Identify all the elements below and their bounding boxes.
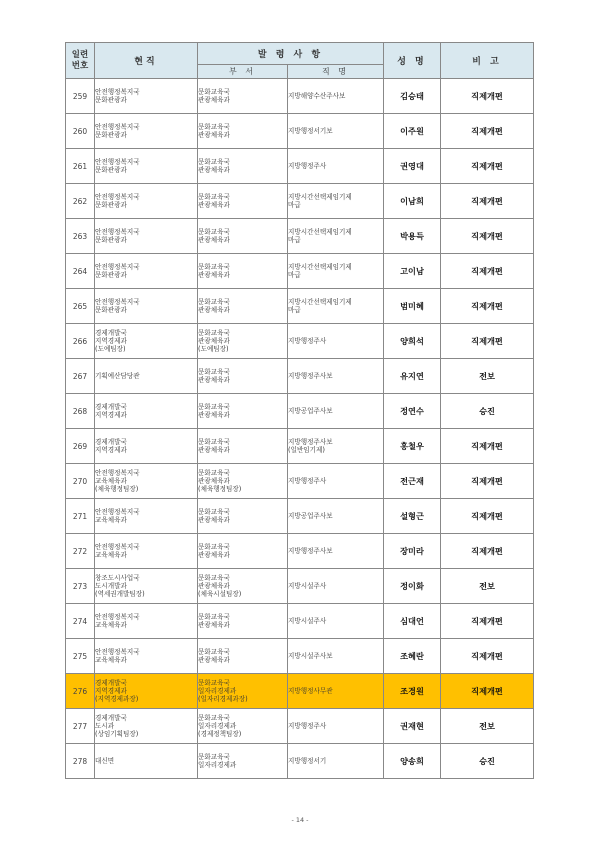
- rank-cell: [288, 219, 384, 254]
- current-post-cell-line: 도시과: [95, 722, 115, 730]
- dept-cell-line: 관광체육과: [198, 236, 230, 244]
- rank-cell: [288, 324, 384, 359]
- remark: 직제개편: [441, 114, 534, 149]
- person-name: 양송희: [384, 744, 441, 779]
- serial-number: 270: [66, 464, 95, 499]
- rank-cell-line: 마급: [288, 201, 301, 209]
- dept-cell-line: 문화교육국: [198, 679, 230, 687]
- current-post-cell-line: 문화관광과: [95, 96, 127, 104]
- current-post-cell: [95, 464, 198, 499]
- rank-cell: [288, 429, 384, 464]
- table-row: [66, 394, 534, 429]
- serial-number: 272: [66, 534, 95, 569]
- rank-cell-line: 마급: [288, 306, 301, 314]
- rank-cell-line: 지방시설주사: [288, 582, 327, 590]
- person-name: 권영대: [384, 149, 441, 184]
- header-current-post: 현직: [95, 43, 198, 79]
- current-post-cell: [95, 324, 198, 359]
- current-post-cell: [95, 114, 198, 149]
- dept-cell-line: 일자리경제과: [198, 722, 237, 730]
- rank-cell-line: (일반임기제): [288, 446, 325, 454]
- current-post-cell-line: 교육체육과: [95, 551, 127, 559]
- dept-cell: [198, 79, 288, 114]
- current-post-cell-line: 안전행정복지국: [95, 193, 140, 201]
- rank-cell-line: 지방행정서기보: [288, 127, 333, 135]
- person-name: 권재현: [384, 709, 441, 744]
- current-post-cell: [95, 219, 198, 254]
- current-post-cell-line: 지역경제과: [95, 446, 127, 454]
- dept-cell-line: 관광체육과: [198, 411, 230, 419]
- dept-cell-line: 문화교육국: [198, 543, 230, 551]
- current-post-cell: [95, 569, 198, 604]
- current-post-cell-line: 안전행정복지국: [95, 123, 140, 131]
- dept-cell: [198, 254, 288, 289]
- current-post-cell: [95, 254, 198, 289]
- dept-cell: [198, 219, 288, 254]
- dept-cell: [198, 149, 288, 184]
- current-post-cell-line: 안전행정복지국: [95, 158, 140, 166]
- dept-cell-line: 관광체육과: [198, 621, 230, 629]
- rank-cell: [288, 499, 384, 534]
- current-post-cell-line: 경제개발국: [95, 714, 127, 722]
- rank-cell: [288, 254, 384, 289]
- remark: 직제개편: [441, 429, 534, 464]
- current-post-cell-line: 문화관광과: [95, 201, 127, 209]
- dept-cell-line: 문화교육국: [198, 123, 230, 131]
- serial-number: 266: [66, 324, 95, 359]
- current-post-cell-line: 안전행정복지국: [95, 263, 140, 271]
- serial-number: 262: [66, 184, 95, 219]
- rank-cell-line: 마급: [288, 236, 301, 244]
- header-remarks: 비 고: [441, 43, 534, 79]
- rank-cell: [288, 184, 384, 219]
- current-post-cell-line: 안전행정복지국: [95, 298, 140, 306]
- dept-cell-line: 문화교육국: [198, 368, 230, 376]
- serial-number: 263: [66, 219, 95, 254]
- rank-cell: [288, 79, 384, 114]
- current-post-cell-line: 경제개발국: [95, 403, 127, 411]
- table-row: [66, 464, 534, 499]
- table-row: [66, 674, 534, 709]
- table-row: [66, 289, 534, 324]
- table-row: [66, 149, 534, 184]
- dept-cell-line: 관광체육과: [198, 306, 230, 314]
- current-post-cell-line: 경제개발국: [95, 679, 127, 687]
- current-post-cell-line: (상임기획팀장): [95, 730, 139, 738]
- table-row: [66, 359, 534, 394]
- dept-cell: [198, 184, 288, 219]
- rank-cell: [288, 569, 384, 604]
- header-appointment: 발 령 사 항: [198, 43, 384, 65]
- remark: 직제개편: [441, 674, 534, 709]
- current-post-cell: [95, 359, 198, 394]
- remark: 직제개편: [441, 499, 534, 534]
- dept-cell: [198, 359, 288, 394]
- serial-number: 269: [66, 429, 95, 464]
- dept-cell-line: (체육행정팀장): [198, 485, 242, 493]
- rank-cell: [288, 534, 384, 569]
- current-post-cell-line: 문화관광과: [95, 131, 127, 139]
- rank-cell-line: 지방시설주사: [288, 617, 327, 625]
- serial-number: 278: [66, 744, 95, 779]
- rank-cell-line: 지방행정주사: [288, 162, 327, 170]
- current-post-cell-line: 지역경제과: [95, 337, 127, 345]
- remark: 직제개편: [441, 254, 534, 289]
- dept-cell: [198, 499, 288, 534]
- dept-cell-line: 문화교육국: [198, 574, 230, 582]
- rank-cell-line: 지방공업주사보: [288, 407, 333, 415]
- dept-cell-line: 관광체육과: [198, 477, 230, 485]
- person-name: 홍철우: [384, 429, 441, 464]
- dept-cell-line: 문화교육국: [198, 193, 230, 201]
- rank-cell-line: 마급: [288, 271, 301, 279]
- appointment-table: [65, 42, 534, 779]
- remark: 직제개편: [441, 324, 534, 359]
- remark: 직제개편: [441, 219, 534, 254]
- current-post-cell-line: 안전행정복지국: [95, 228, 140, 236]
- remark: 직제개편: [441, 534, 534, 569]
- dept-cell-line: 일자리경제과: [198, 761, 237, 769]
- current-post-cell: [95, 674, 198, 709]
- remark: 승진: [441, 394, 534, 429]
- rank-cell-line: 지방시간선택제임기제: [288, 263, 352, 271]
- dept-cell: [198, 114, 288, 149]
- header-rank: 직 명: [288, 65, 384, 79]
- remark: 직제개편: [441, 149, 534, 184]
- serial-number: 265: [66, 289, 95, 324]
- current-post-cell: [95, 149, 198, 184]
- rank-cell-line: 지방행정주사: [288, 722, 327, 730]
- table-row: [66, 79, 534, 114]
- dept-cell-line: 관광체육과: [198, 656, 230, 664]
- current-post-cell-line: 안전행정복지국: [95, 543, 140, 551]
- current-post-cell: [95, 604, 198, 639]
- current-post-cell-line: 안전행정복지국: [95, 648, 140, 656]
- rank-cell: [288, 674, 384, 709]
- current-post-cell-line: 기획예산담당관: [95, 372, 140, 380]
- rank-cell: [288, 639, 384, 674]
- serial-number: 264: [66, 254, 95, 289]
- rank-cell-line: 지방시설주사보: [288, 652, 333, 660]
- current-post-cell-line: 교육체육과: [95, 516, 127, 524]
- rank-cell: [288, 359, 384, 394]
- rank-cell: [288, 289, 384, 324]
- dept-cell-line: 관광체육과: [198, 551, 230, 559]
- dept-cell-line: 문화교육국: [198, 508, 230, 516]
- rank-cell-line: 지방시간선택제임기제: [288, 228, 352, 236]
- remark: 승진: [441, 744, 534, 779]
- table-row: [66, 639, 534, 674]
- current-post-cell-line: 대신면: [95, 757, 115, 765]
- serial-number: 277: [66, 709, 95, 744]
- dept-cell-line: (체육시설팀장): [198, 590, 242, 598]
- dept-cell-line: (일자리경제과장): [198, 695, 248, 703]
- rank-cell: [288, 394, 384, 429]
- remark: 전보: [441, 359, 534, 394]
- table-row: [66, 534, 534, 569]
- current-post-cell: [95, 499, 198, 534]
- dept-cell: [198, 289, 288, 324]
- dept-cell-line: (도예팀장): [198, 345, 229, 353]
- person-name: 조혜란: [384, 639, 441, 674]
- current-post-cell-line: 경제개발국: [95, 438, 127, 446]
- rank-cell-line: 지방시간선택제임기제: [288, 193, 352, 201]
- header-dept: 부 서: [198, 65, 288, 79]
- dept-cell: [198, 604, 288, 639]
- current-post-cell: [95, 289, 198, 324]
- person-name: 김승태: [384, 79, 441, 114]
- serial-number: 267: [66, 359, 95, 394]
- rank-cell-line: 지방공업주사보: [288, 512, 333, 520]
- serial-number: 271: [66, 499, 95, 534]
- dept-cell-line: 문화교육국: [198, 648, 230, 656]
- person-name: 전근재: [384, 464, 441, 499]
- person-name: 정연수: [384, 394, 441, 429]
- header-name: 성 명: [384, 43, 441, 79]
- current-post-cell-line: 경제개발국: [95, 329, 127, 337]
- serial-number: 260: [66, 114, 95, 149]
- dept-cell: [198, 639, 288, 674]
- dept-cell-line: 관광체육과: [198, 271, 230, 279]
- dept-cell-line: 문화교육국: [198, 263, 230, 271]
- current-post-cell-line: (지역경제과장): [95, 695, 139, 703]
- rank-cell: [288, 464, 384, 499]
- rank-cell: [288, 744, 384, 779]
- rank-cell-line: 지방행정주사: [288, 337, 327, 345]
- dept-cell-line: 문화교육국: [198, 298, 230, 306]
- dept-cell-line: 관광체육과: [198, 201, 230, 209]
- person-name: 정이화: [384, 569, 441, 604]
- current-post-cell-line: 창조도시사업국: [95, 574, 140, 582]
- person-name: 범미혜: [384, 289, 441, 324]
- current-post-cell: [95, 79, 198, 114]
- dept-cell: [198, 569, 288, 604]
- dept-cell-line: 관광체육과: [198, 166, 230, 174]
- serial-number: 273: [66, 569, 95, 604]
- dept-cell-line: 일자리경제과: [198, 687, 237, 695]
- current-post-cell-line: 교육체육과: [95, 656, 127, 664]
- dept-cell-line: 문화교육국: [198, 438, 230, 446]
- current-post-cell: [95, 534, 198, 569]
- serial-number: 268: [66, 394, 95, 429]
- rank-cell-line: 지방행정주사보: [288, 438, 333, 446]
- current-post-cell-line: (체육행정팀장): [95, 485, 139, 493]
- current-post-cell: [95, 744, 198, 779]
- header-serial: 일련 번호: [66, 43, 95, 79]
- dept-cell: [198, 324, 288, 359]
- current-post-cell: [95, 639, 198, 674]
- table-row: [66, 569, 534, 604]
- current-post-cell-line: 안전행정복지국: [95, 613, 140, 621]
- remark: 전보: [441, 569, 534, 604]
- table-row: [66, 744, 534, 779]
- dept-cell-line: 관광체육과: [198, 446, 230, 454]
- current-post-cell-line: 문화관광과: [95, 271, 127, 279]
- table-body: [66, 79, 534, 779]
- person-name: 이주원: [384, 114, 441, 149]
- table-row: [66, 324, 534, 359]
- person-name: 고이남: [384, 254, 441, 289]
- dept-cell-line: 관광체육과: [198, 337, 230, 345]
- current-post-cell-line: 문화관광과: [95, 236, 127, 244]
- dept-cell-line: 문화교육국: [198, 403, 230, 411]
- dept-cell-line: 문화교육국: [198, 469, 230, 477]
- dept-cell-line: 문화교육국: [198, 329, 230, 337]
- person-name: 심대언: [384, 604, 441, 639]
- current-post-cell-line: (도예팀장): [95, 345, 126, 353]
- table-row: [66, 114, 534, 149]
- remark: 전보: [441, 709, 534, 744]
- current-post-cell-line: 교육체육과: [95, 477, 127, 485]
- dept-cell: [198, 709, 288, 744]
- dept-cell-line: 관광체육과: [198, 582, 230, 590]
- current-post-cell-line: 문화관광과: [95, 306, 127, 314]
- dept-cell-line: 문화교육국: [198, 613, 230, 621]
- dept-cell-line: 관광체육과: [198, 376, 230, 384]
- current-post-cell-line: 안전행정복지국: [95, 508, 140, 516]
- dept-cell: [198, 744, 288, 779]
- rank-cell: [288, 709, 384, 744]
- current-post-cell-line: 도시개발과: [95, 582, 127, 590]
- rank-cell-line: 지방행정주사보: [288, 372, 333, 380]
- current-post-cell: [95, 709, 198, 744]
- rank-cell-line: 지방행정주사: [288, 477, 327, 485]
- remark: 직제개편: [441, 289, 534, 324]
- person-name: 조경원: [384, 674, 441, 709]
- remark: 직제개편: [441, 604, 534, 639]
- remark: 직제개편: [441, 79, 534, 114]
- person-name: 이남희: [384, 184, 441, 219]
- dept-cell-line: (경제정책팀장): [198, 730, 242, 738]
- rank-cell: [288, 149, 384, 184]
- table-row: [66, 219, 534, 254]
- current-post-cell-line: 교육체육과: [95, 621, 127, 629]
- current-post-cell-line: (역세권개발팀장): [95, 590, 145, 598]
- table-row: [66, 499, 534, 534]
- dept-cell-line: 문화교육국: [198, 753, 230, 761]
- dept-cell-line: 문화교육국: [198, 158, 230, 166]
- current-post-cell: [95, 184, 198, 219]
- dept-cell: [198, 429, 288, 464]
- current-post-cell: [95, 429, 198, 464]
- remark: 직제개편: [441, 464, 534, 499]
- dept-cell-line: 관광체육과: [198, 516, 230, 524]
- dept-cell: [198, 464, 288, 499]
- rank-cell-line: 지방행정사무관: [288, 687, 333, 695]
- dept-cell: [198, 394, 288, 429]
- current-post-cell-line: 문화관광과: [95, 166, 127, 174]
- serial-number: 275: [66, 639, 95, 674]
- rank-cell-line: 지방행정서기: [288, 757, 327, 765]
- rank-cell-line: 지방행정주사보: [288, 547, 333, 555]
- person-name: 설형근: [384, 499, 441, 534]
- table-row: [66, 709, 534, 744]
- current-post-cell-line: 지역경제과: [95, 687, 127, 695]
- person-name: 양희석: [384, 324, 441, 359]
- table-row: [66, 254, 534, 289]
- rank-cell-line: 지방해양수산주사보: [288, 92, 346, 100]
- dept-cell-line: 문화교육국: [198, 228, 230, 236]
- remark: 직제개편: [441, 184, 534, 219]
- table-row: [66, 429, 534, 464]
- current-post-cell-line: 안전행정복지국: [95, 88, 140, 96]
- dept-cell: [198, 534, 288, 569]
- dept-cell-line: 문화교육국: [198, 714, 230, 722]
- table-row: [66, 184, 534, 219]
- current-post-cell: [95, 394, 198, 429]
- person-name: 박용득: [384, 219, 441, 254]
- serial-number: 261: [66, 149, 95, 184]
- person-name: 유지연: [384, 359, 441, 394]
- remark: 직제개편: [441, 639, 534, 674]
- page-number: - 14 -: [291, 816, 309, 824]
- serial-number: 259: [66, 79, 95, 114]
- current-post-cell-line: 지역경제과: [95, 411, 127, 419]
- dept-cell-line: 문화교육국: [198, 88, 230, 96]
- table-row: [66, 604, 534, 639]
- rank-cell-line: 지방시간선택제임기제: [288, 298, 352, 306]
- person-name: 장미라: [384, 534, 441, 569]
- rank-cell: [288, 604, 384, 639]
- serial-number: 274: [66, 604, 95, 639]
- rank-cell: [288, 114, 384, 149]
- dept-cell: [198, 674, 288, 709]
- dept-cell-line: 관광체육과: [198, 96, 230, 104]
- dept-cell-line: 관광체육과: [198, 131, 230, 139]
- serial-number: 276: [66, 674, 95, 709]
- current-post-cell-line: 안전행정복지국: [95, 469, 140, 477]
